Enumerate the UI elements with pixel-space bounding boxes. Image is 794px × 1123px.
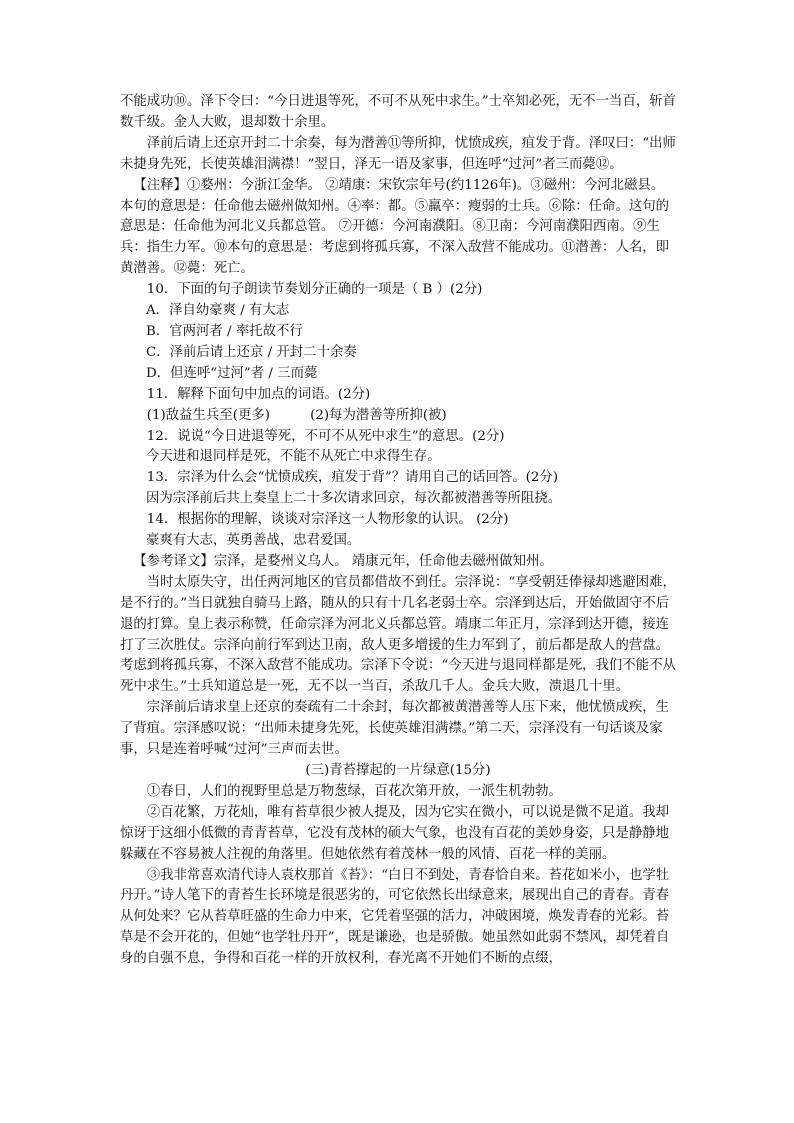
question-13-answer: 因为宗泽前后共上奏皇上二十多次请求回京，每次都被潜善等所阻挠。: [146, 491, 562, 507]
question-11-stem: 11．解释下面句中加点的词语。(2分): [146, 386, 371, 402]
question-11-items: (1)敌益生兵至(更多) (2)每为潜善等所抑(被): [146, 407, 447, 423]
essay-paragraph: ②百花繁，万花灿，唯有苔草很少被人提及，因为它实在微小，可以说是微不足道。我却惊讶于这细小低微的青青苔草，它没有茂林的硕大气象，也没有百花的美妙身姿，只是静静地躲藏在不容易被人注视的角落里。但她依然有着茂林一般的风情、百花一样的美丽。: [120, 804, 670, 862]
essay-paragraph: ③我非常喜欢清代诗人袁枚那首《苔》：“白日不到处，青春恰自来。苔花如米小，也学牡丹开。”诗人笔下的青苔生长环境是很恶劣的，可它依然长出绿意来，展现出自己的青春。青春从何处来？它从苔草旺盛的生命力中来，它凭着坚强的活力，冲破困境，焕发青春的光彩。苔草是不会开花的，但她“也学牡丹开”，既是谦逊，也是骄傲。她虽然如此弱不禁风，却凭着自身的自强不息，争得和百花一样的开放权利，春光离不开她们不断的点缀，: [120, 867, 670, 967]
q10-option-d: D．但连呼“过河”者 / 三而薨: [146, 365, 318, 381]
question-13-stem: 13．宗泽为什么会“忧愤成疾，疽发于背”？请用自己的话回答。(2分): [146, 470, 559, 486]
section-title: (三)青苔撑起的一片绿意(15分): [305, 763, 491, 778]
passage-paragraph: 泽前后请上还京开封二十余奏，每为潜善⑪等所抑，忧愤成疾，疽发于背。泽叹曰：“出师未捷身先死，长使英雄泪满襟！”翌日，泽无一语及家事，但连呼“过河”者三而薨⑫。: [120, 135, 676, 172]
question-14-stem: 14．根据你的理解，谈谈对宗泽这一人物形象的认识。 (2分): [146, 512, 509, 528]
document-page: [120, 92, 676, 970]
question-14-answer: 豪爽有大志，英勇善战，忠君爱国。: [146, 533, 361, 549]
translation-heading: 【参考译文】宗泽，是婺州义乌人。 靖康元年，任命他去磁州做知州。: [133, 553, 553, 569]
essay-paragraph: ①春日，人们的视野里总是万物葱绿，百花次第开放，一派生机勃勃。: [146, 783, 562, 799]
translation-paragraph: 当时太原失守，出任两河地区的官员都借故不到任。宗泽说：“享受朝廷俸禄却逃避困难，是不行的。”当日就独自骑马上路，随从的只有十几名老弱士卒。宗泽到达后，开始做固守不后退的打算。皇上表示称赞，任命宗泽为河北义兵都总管。靖康二年正月，宗泽到达开德，接连打了三次胜仗。宗泽向前行军到达卫南，敌人更多增援的生力军到了，前后都是敌人的营盘。考虑到将孤兵寡，不深入敌营不能成功。宗泽下令说：“今天进与退同样都是死，我们不能不从死中求生。”士兵知道总是一死，无不以一当百，杀敌几千人。金兵大败，溃退几十里。: [120, 574, 676, 695]
question-12-stem: 12．说说“今日进退等死，不可不从死中求生”的意思。(2分): [146, 428, 505, 444]
q10-option-c: C．泽前后请上还京 / 开封二十余奏: [146, 344, 357, 360]
question-12-answer: 今天进和退同样是死，不能不从死亡中求得生存。: [146, 449, 441, 465]
passage-paragraph: 不能成功⑩。泽下令曰：“今日进退等死，不可不从死中求生。”士卒知必死，无不一当百，斩首数千级。金人大败，退却数十余里。: [120, 94, 677, 130]
question-10-stem: 10．下面的句子朗读节奏划分正确的一项是（ B ）(2分): [146, 282, 483, 298]
notes-paragraph: 【注释】①婺州：今浙江金华。 ②靖康：宋钦宗年号(约1126年)。③磁州：今河北磁县。本句的意思是：任命他去磁州做知州。④率：都。⑤羸卒：瘦弱的士兵。⑥除：任命。这句的意思是：任命他为河北义兵都总管。 ⑦开德：今河南濮阳。⑧卫南：今河南濮阳西南。⑨生兵：指生力军。⑩本句的意思是：考虑到将孤兵寡，不深入敌营不能成功。⑪潜善：人名，即黄潜善。⑫薨：死亡。: [120, 177, 670, 277]
q10-option-b: B．官两河者 / 率托故不行: [146, 323, 303, 339]
translation-paragraph: 宗泽前后请求皇上还京的奏疏有二十余封，每次都被黄潜善等人压下来，他忧愤成疾，生了背疽。宗泽感叹说：“出师未捷身先死，长使英雄泪满襟。”第二天，宗泽没有一句话谈及家事，只是连着呼喊“过河”三声而去世。: [120, 700, 670, 758]
q10-option-a: A．泽自幼豪爽 / 有大志: [146, 303, 290, 319]
